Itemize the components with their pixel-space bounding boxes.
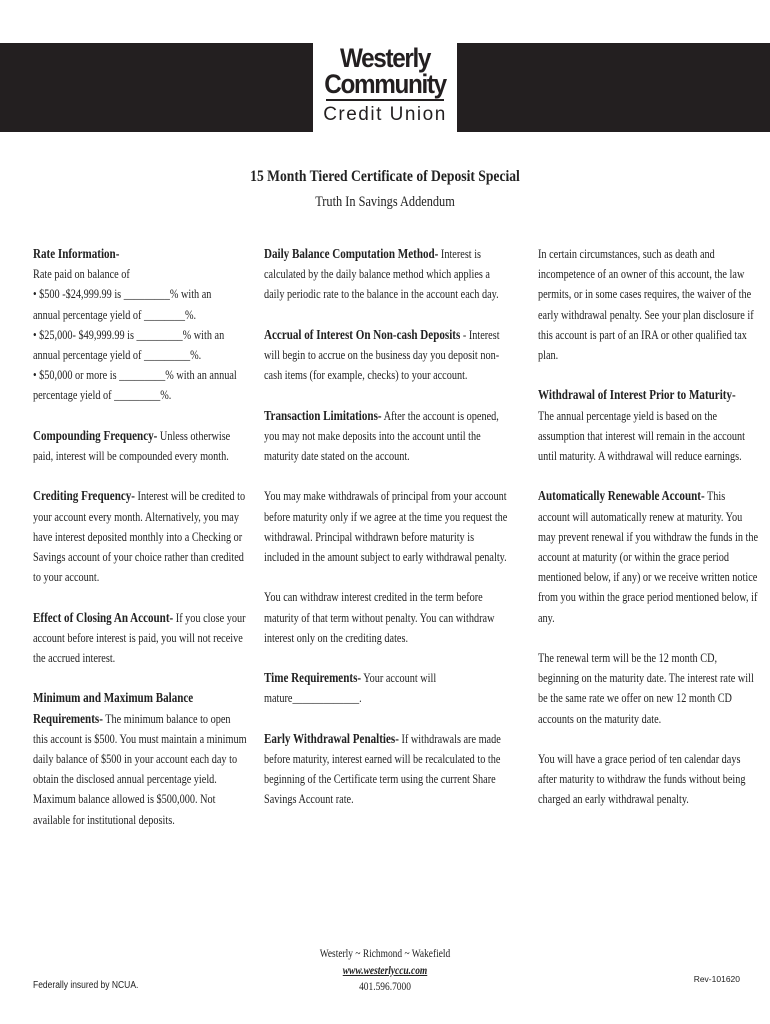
rate-line: percentage yield of _________%. — [33, 388, 172, 403]
crediting-text: Interest will be credited to your account every month. Alternatively, you may have interest deposited monthly into a Checking or Savings account of your choice rather than credited to your account. — [33, 489, 246, 585]
closing-account-heading: Effect of Closing An Account- — [33, 609, 174, 625]
accrual-text: - Interest will begin to accrue on the business day you deposit non-cash items (for example, checks) to your account. — [264, 327, 500, 383]
early-withdrawal-text: If withdrawals are made before maturity, interest earned will be recalculated to the beginning of the Certificate term using the current Share Savings Account rate. — [264, 731, 501, 807]
withdrawal-of-interest-text: The annual percentage yield is based on the assumption that interest will remain in the account until maturity. A withdrawal will reduce earnings. — [538, 408, 745, 464]
footer-website-link[interactable]: www.westerlyccu.com — [342, 964, 428, 977]
rate-information-section — [33, 244, 248, 406]
time-requirements-section — [264, 668, 510, 708]
rate-line: • $50,000 or more is _________% with an annual — [33, 368, 237, 383]
daily-balance-text: Interest is calculated by the daily balance method which applies a daily periodic rate to the balance in the account each day. — [264, 247, 499, 302]
crediting-section — [33, 486, 248, 587]
column-left — [33, 244, 248, 850]
logo-divider — [326, 99, 444, 101]
rate-line: annual percentage yield of _________%. — [33, 348, 202, 363]
withdrawal-of-interest-heading: Withdrawal of Interest Prior to Maturity- — [538, 387, 736, 403]
column-middle — [264, 244, 510, 830]
penalty-waiver-paragraph: In certain circumstances, such as death and incompetence of an owner of this account, the law permits, or in some cases requires, the waiver of the early withdrawal penalty. See your plan disclosure if this account is part of an IRA or other qualified tax plan. — [538, 247, 754, 363]
early-withdrawal-section — [264, 729, 510, 810]
daily-balance-section — [264, 244, 510, 305]
document-subtitle: Truth In Savings Addendum — [315, 194, 455, 210]
footer-locations: Westerly ~ Richmond ~ Wakefield — [319, 948, 451, 960]
closing-account-section — [33, 608, 248, 669]
auto-renew-section — [538, 486, 759, 627]
crediting-heading: Crediting Frequency- — [33, 488, 135, 504]
closing-account-text: If you close your account before interest is paid, you will not receive the accrued interest. — [33, 610, 246, 666]
withdrawal-of-interest-section — [538, 385, 759, 466]
compounding-text: Unless otherwise paid, interest will be compounded every month. — [33, 428, 231, 464]
compounding-heading: Compounding Frequency- — [33, 427, 158, 443]
credit-union-logo — [313, 36, 457, 140]
min-max-balance-text: The minimum balance to open this account is $500. You must maintain a minimum daily balance of $500 in your account each day to obtain the disclosed annual percentage yield. Maximum balance allowed is $500,000. Not available for institutional deposits. — [33, 711, 247, 827]
auto-renew-text: This account will automatically renew at maturity. You may prevent renewal if you withdraw the funds in the account at maturity (or within the grace period mentioned below, if any) or we receive written notice from you within the grace period mentioned below, if any. — [538, 489, 759, 625]
withdraw-principal-paragraph: You may make withdrawals of principal from your account before maturity only if we agree at the time you request the withdrawal. Principal withdrawn before maturity is included in the amount subject to early withdrawal penalty. — [264, 489, 508, 564]
withdraw-interest-paragraph: You can withdraw interest credited in the term before maturity of that term without penalty. You can withdraw interest only on the crediting dates. — [264, 590, 495, 645]
column-right — [538, 244, 759, 830]
transaction-limitations-section — [264, 406, 510, 467]
time-requirements-heading: Time Requirements- — [264, 670, 362, 686]
renewal-term-paragraph: The renewal term will be the 12 month CD, beginning on the maturity date. The interest rate will be the same rate we offer on new 12 month CD accounts on the maturity date. — [538, 651, 754, 726]
transaction-limitations-heading: Transaction Limitations- — [264, 407, 382, 423]
min-max-balance-heading: Minimum and Maximum Balance Requirements- — [33, 690, 194, 726]
rate-line: • $25,000- $49,999.99 is _________% with an — [33, 327, 225, 342]
rate-line: • $500 -$24,999.99 is _________% with an — [33, 287, 212, 302]
rate-line: Rate paid on balance of — [33, 267, 130, 282]
grace-period-paragraph: You will have a grace period of ten calendar days after maturity to withdraw the funds without being charged an early withdrawal penalty. — [538, 752, 746, 807]
auto-renew-heading: Automatically Renewable Account- — [538, 488, 705, 504]
ncua-insured-notice: Federally insured by NCUA. — [33, 980, 139, 991]
rate-line: annual percentage yield of ________%. — [33, 307, 197, 322]
document-title: 15 Month Tiered Certificate of Deposit Special — [250, 168, 520, 185]
min-max-balance-section — [33, 688, 248, 829]
footer-contact — [274, 946, 495, 996]
early-withdrawal-heading: Early Withdrawal Penalties- — [264, 730, 399, 746]
logo-line-community: Community — [324, 69, 446, 99]
revision-code: Rev-101620 — [693, 974, 740, 984]
compounding-section — [33, 426, 248, 466]
rate-information-heading: Rate Information- — [33, 246, 120, 261]
logo-line-credit-union: Credit Union — [323, 104, 447, 125]
accrual-section — [264, 325, 510, 386]
daily-balance-heading: Daily Balance Computation Method- — [264, 246, 439, 261]
accrual-heading: Accrual of Interest On Non-cash Deposits — [264, 326, 461, 342]
transaction-limitations-text: After the account is opened, you may not make deposits into the account until the maturity date stated on the account. — [264, 408, 499, 463]
logo-line-westerly: Westerly — [339, 43, 431, 73]
time-requirements-text: Your account will mature_____________. — [264, 671, 437, 706]
footer-phone: 401.596.7000 — [359, 981, 411, 993]
